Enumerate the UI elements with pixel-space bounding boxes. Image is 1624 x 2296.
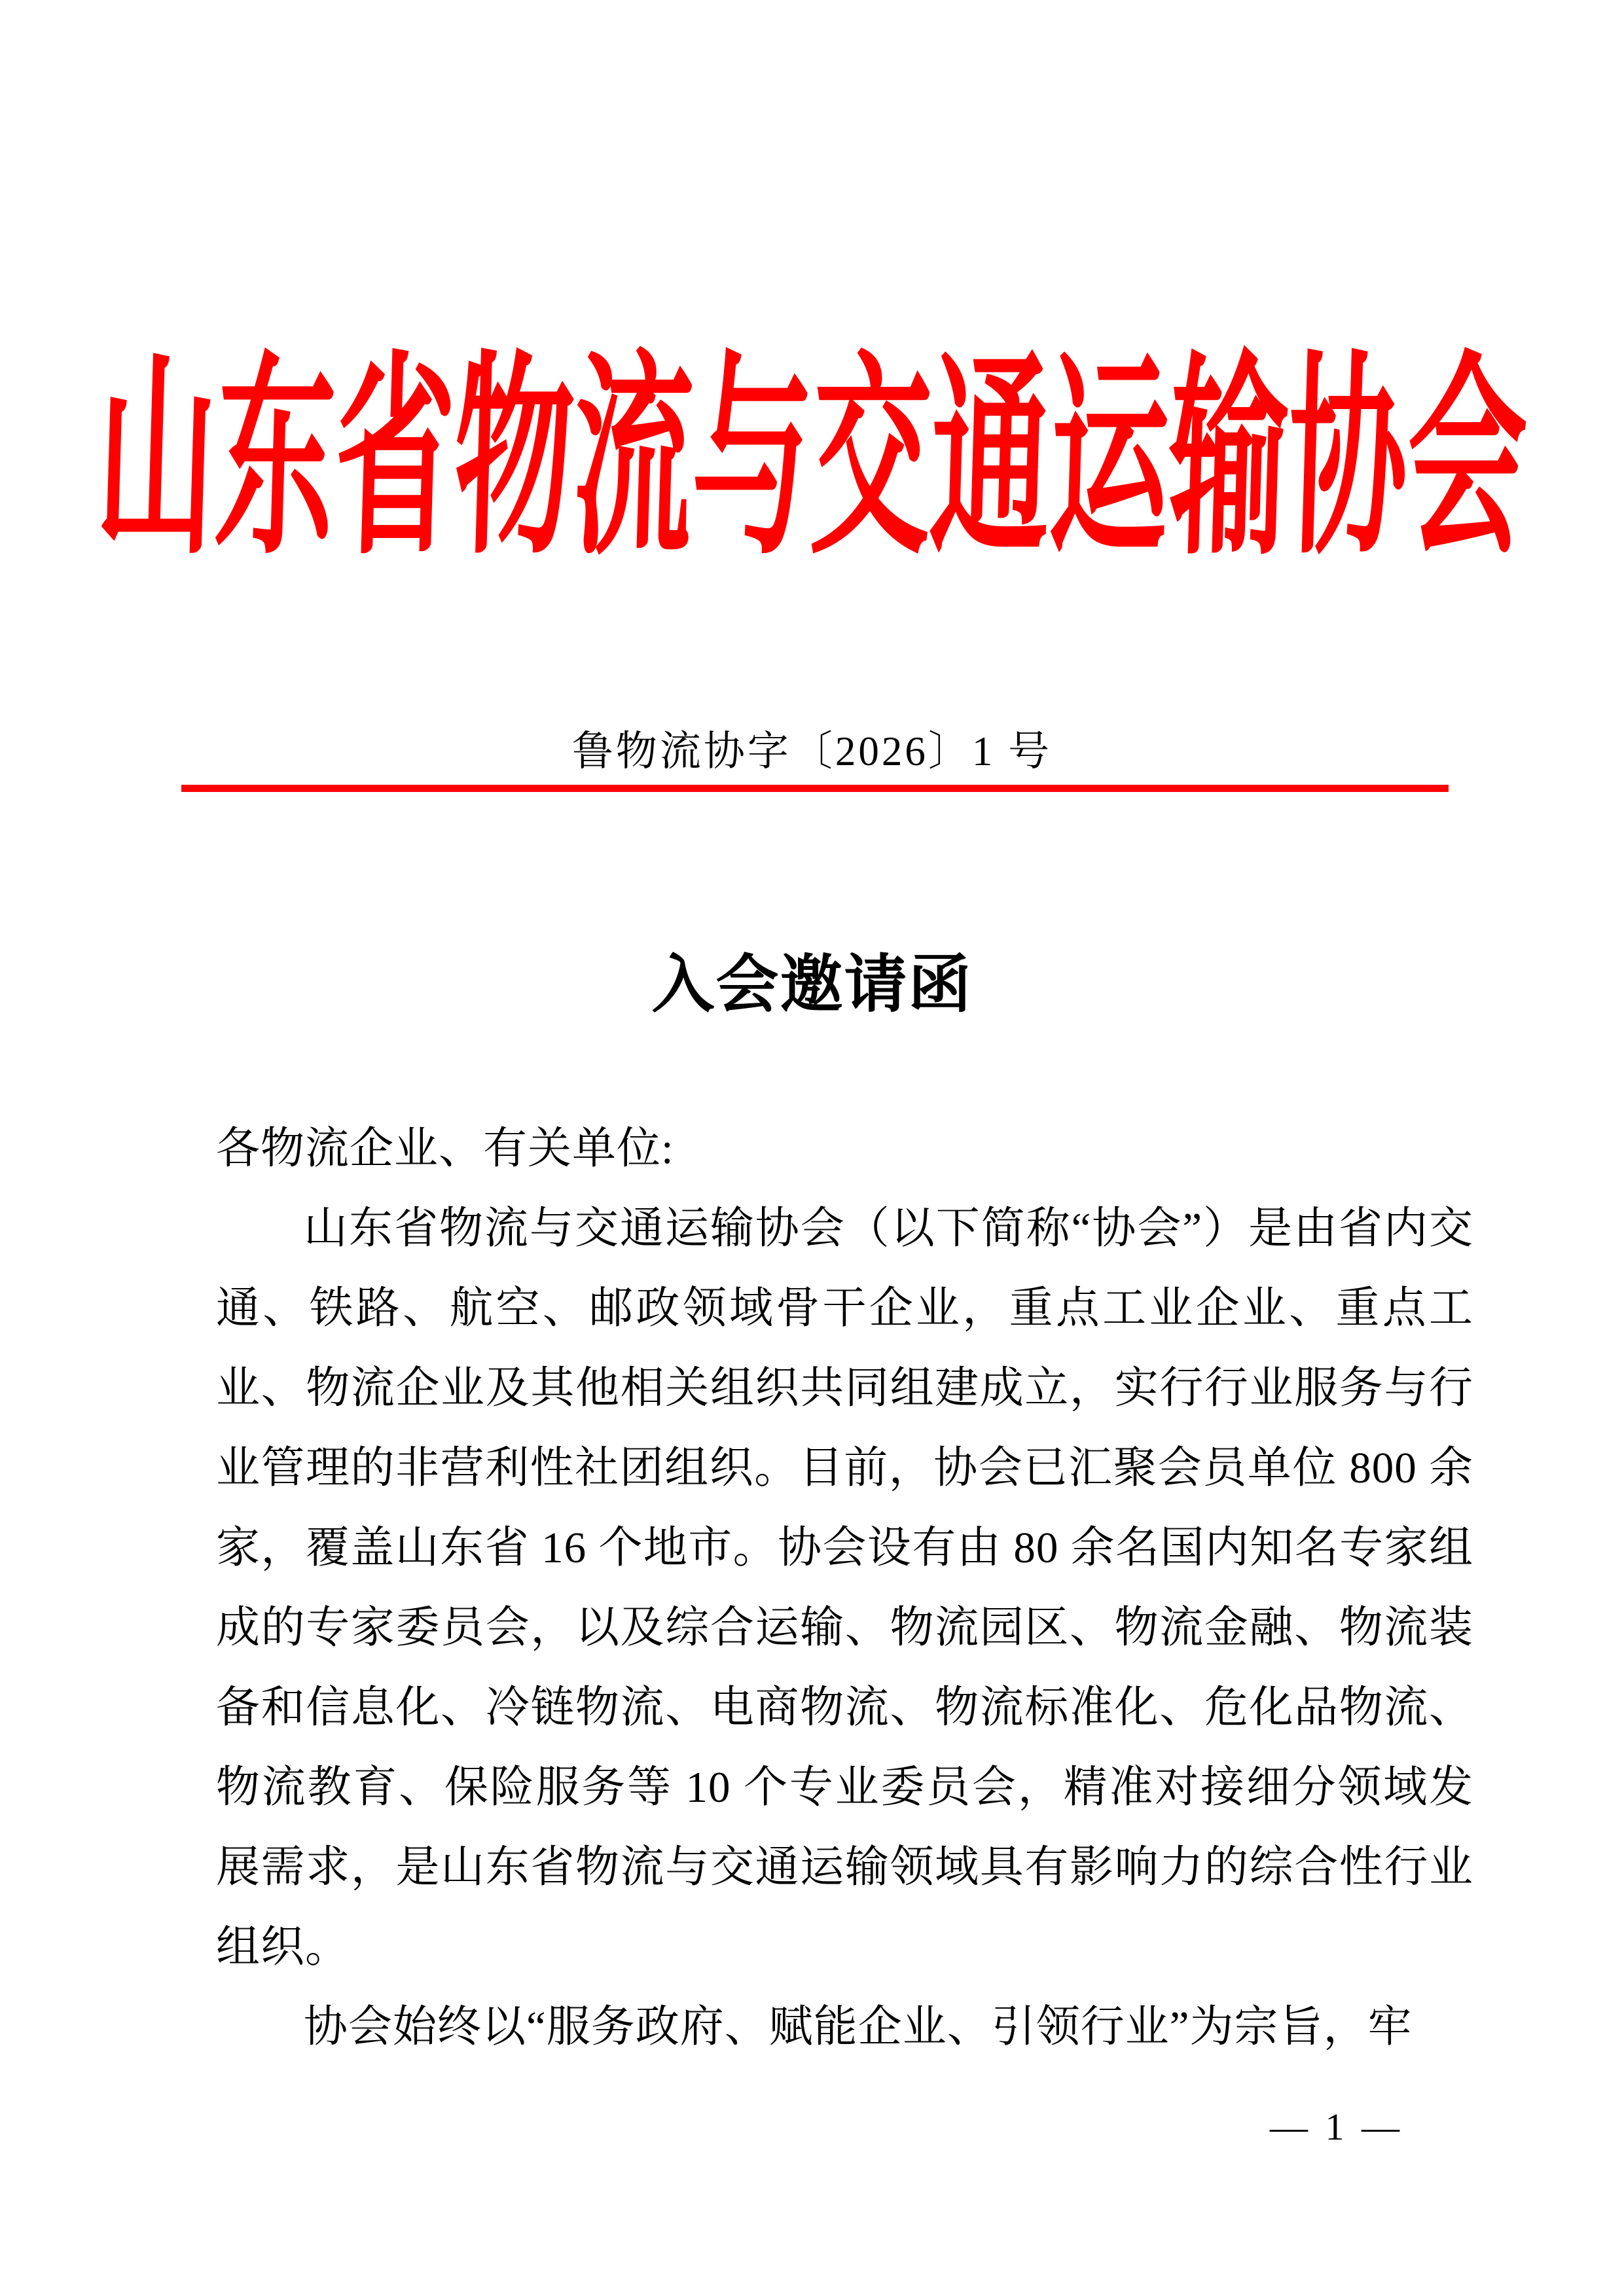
masthead-org-name: 山东省物流与交通运输协会 xyxy=(94,341,1530,581)
doc-title: 入会邀请函 xyxy=(651,950,973,1020)
document-body xyxy=(216,1109,1473,2067)
page-number: — 1 — xyxy=(1270,2106,1403,2148)
doc-number: 鲁物流协字〔2026〕1 号 xyxy=(571,728,1053,774)
masthead xyxy=(0,341,1624,581)
body-paragraph: 协会始终以“服务政府、赋能企业、引领行业”为宗旨，牢 xyxy=(304,2003,1413,2051)
body-paragraph: 山东省物流与交通运输协会（以下简称“协会”）是由省内交通、铁路、航空、邮政领域骨干企业，重点工业企业、重点工业、物流企业及其他相关组织共同组建成立，实行行业服务与行业管理的非营利性社团组织。目前，协会已汇聚会员单位 800 余家，覆盖山东省 16 个地市。协会设有由 80 余名国内知名专家组成的专家委员会，以及综合运输、物流园区、物流金融、物流装备和信息化、冷链物流、电商物流、物流标准化、危化品物流、物流教育、保险服务等 10 个专业委员会，精准对接细分领域发展需求，是山东省物流与交通运输领域具有影响力的综合性行业组织。 xyxy=(216,1204,1473,1971)
salutation: 各物流企业、有关单位: xyxy=(216,1124,674,1173)
red-rule-divider xyxy=(181,785,1449,792)
